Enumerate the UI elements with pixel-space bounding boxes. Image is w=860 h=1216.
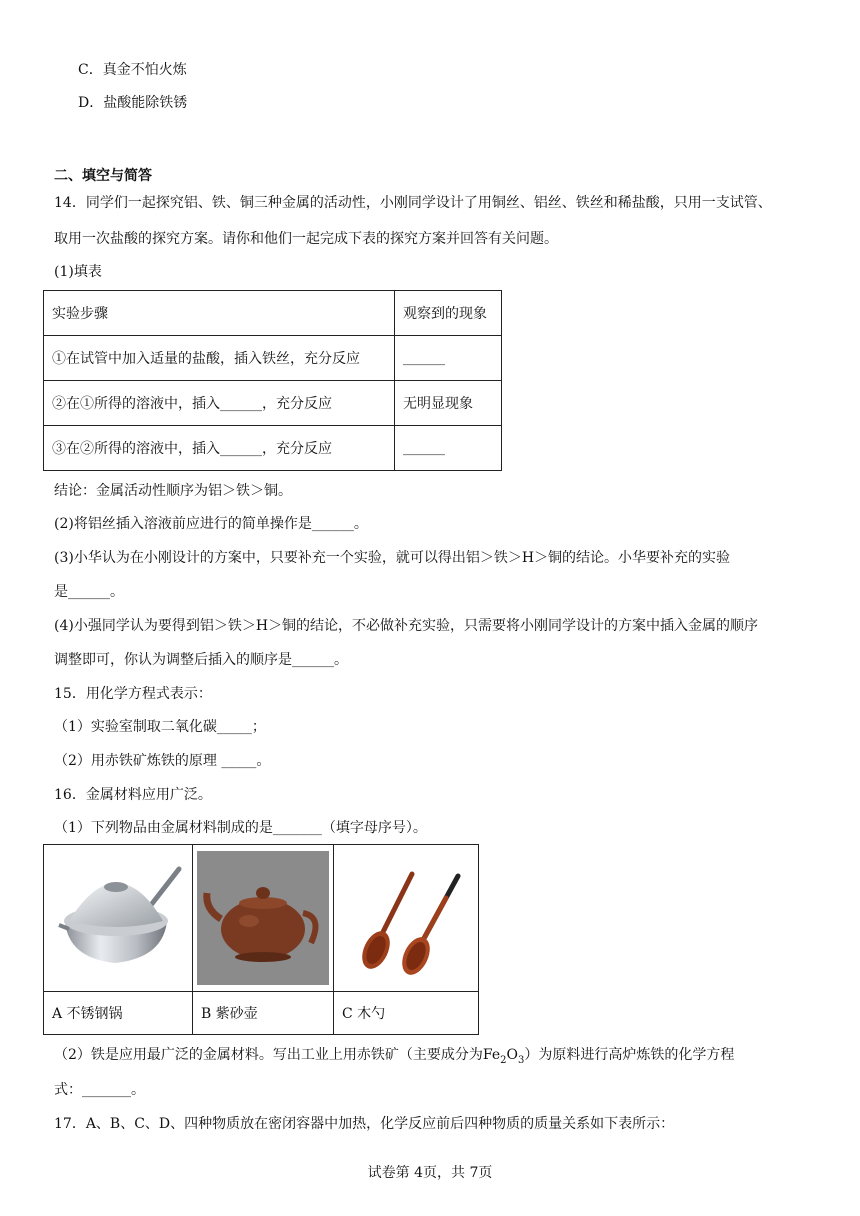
q14-stem-line2: 取用一次盐酸的探究方案。请你和他们一起完成下表的探究方案并回答有关问题。 (54, 231, 558, 247)
table-row (44, 336, 502, 381)
q16-sub2-line1 (54, 1045, 734, 1071)
q14-part3-line2: 是______。 (54, 584, 124, 600)
option-d: D．盐酸能除铁锈 (78, 95, 188, 111)
q16-sub2-text-b: ）为原料进行高炉炼铁的化学方程 (524, 1047, 735, 1063)
table-cell: ②在①所得的溶液中，插入______，充分反应 (44, 381, 395, 426)
formula-sub-2: 2 (500, 1054, 507, 1066)
q15-sub2: （2）用赤铁矿炼铁的原理 _____。 (54, 753, 271, 769)
q16-sub2-text-a: （2）铁是应用最广泛的金属材料。写出工业上用赤铁矿（主要成分为 (54, 1047, 483, 1063)
q14-conclusion: 结论：金属活动性顺序为铝＞铁＞铜。 (54, 483, 292, 499)
teapot-image-cell (193, 845, 334, 992)
formula-fe: Fe (482, 1047, 501, 1063)
q16-sub2-line2: 式：_______。 (54, 1082, 145, 1098)
q14-part4-line2: 调整即可，你认为调整后插入的顺序是______。 (54, 652, 348, 668)
spoon-image-cell (334, 845, 479, 992)
item-label-c: C 木勺 (334, 992, 479, 1035)
q16-sub1: （1）下列物品由金属材料制成的是_______（填字母序号）。 (54, 820, 427, 836)
table-row (44, 992, 479, 1035)
table-cell-blank[interactable]: ______ (395, 336, 502, 381)
wooden-spoon-image (346, 858, 466, 978)
table-row (44, 381, 502, 426)
q14-part4-line1: (4)小强同学认为要得到铝＞铁＞H＞铜的结论，不必做补充实验，只需要将小刚同学设计的方案中插入金属的顺序 (54, 618, 759, 634)
option-c: C．真金不怕火炼 (78, 62, 187, 78)
q14-stem-line1: 14．同学们一起探究铝、铁、铜三种金属的活动性，小刚同学设计了用铜丝、铝丝、铁丝和稀盐酸，只用一支试管、 (54, 195, 772, 211)
table-row (44, 291, 502, 336)
item-label-a: A 不锈钢锅 (44, 992, 193, 1035)
materials-table (43, 844, 479, 1035)
formula-o: O (506, 1047, 518, 1063)
table-cell: 无明显现象 (395, 381, 502, 426)
q15-title: 15．用化学方程式表示： (54, 686, 212, 702)
stainless-pot-image (53, 863, 183, 973)
q15-sub1: （1）实验室制取二氧化碳_____； (54, 719, 266, 735)
q14-part2: (2)将铝丝插入溶液前应进行的简单操作是______。 (54, 516, 368, 532)
q14-part1: (1)填表 (54, 264, 102, 280)
page-footer: 试卷第 4页，共 7页 (367, 1165, 493, 1181)
q16-title: 16．金属材料应用广泛。 (54, 787, 212, 803)
table-cell: ①在试管中加入适量的盐酸，插入铁丝，充分反应 (44, 336, 395, 381)
table-header-phenomena: 观察到的现象 (395, 291, 502, 336)
item-label-b: B 紫砂壶 (193, 992, 334, 1035)
q14-part3-line1: (3)小华认为在小刚设计的方案中，只要补充一个实验，就可以得出铝＞铁＞H＞铜的结论。小华要补充的实验 (54, 550, 731, 566)
table-cell: ③在②所得的溶液中，插入______，充分反应 (44, 426, 395, 471)
formula-sub-3: 3 (518, 1054, 525, 1066)
experiment-table (43, 290, 502, 471)
section-title: 二、填空与简答 (54, 168, 152, 184)
clay-teapot-image (197, 851, 329, 985)
pot-image-cell (44, 845, 193, 992)
table-row (44, 426, 502, 471)
q17-title: 17．A、B、C、D、四种物质放在密闭容器中加热，化学反应前后四种物质的质量关系如下表所示： (54, 1116, 675, 1132)
table-row (44, 845, 479, 992)
table-header-steps: 实验步骤 (44, 291, 395, 336)
table-cell-blank[interactable]: ______ (395, 426, 502, 471)
